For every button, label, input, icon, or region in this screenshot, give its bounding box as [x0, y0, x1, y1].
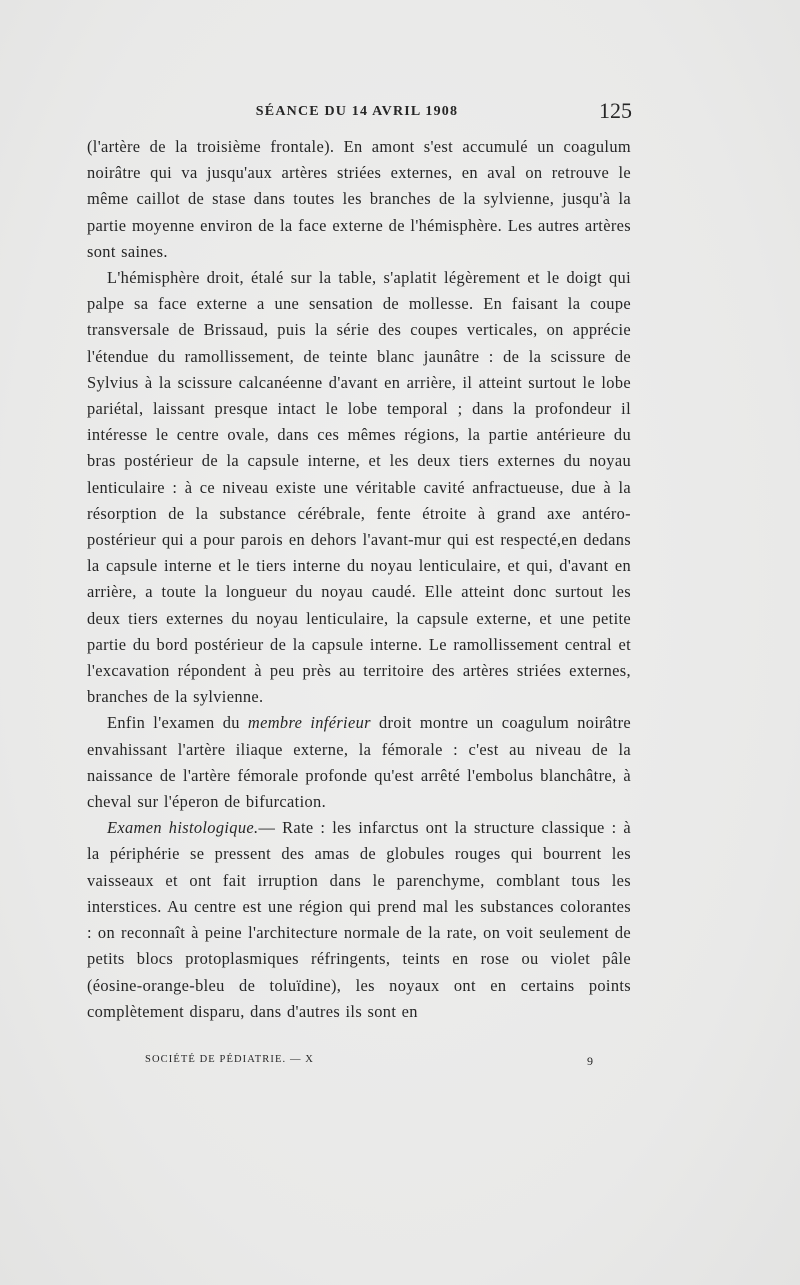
running-title: SÉANCE DU 14 AVRIL 1908 [255, 104, 459, 119]
paragraph-lower-limb [87, 710, 631, 815]
paragraph-right-hemisphere: L'hémisphère droit, étalé sur la table, s'aplatit légèrement et le doigt qui palpe sa face externe a une sensation de mollesse. En faisant la coupe transversale de Brissaud, puis la série des coupes verticales, on apprécie l'étendue du ramollissement, de teinte blanc jaunâtre : de la scissure de Sylvius à la scissure calcanéenne d'avant en arrière, il atteint surtout le lobe pariétal, laissant presque intact le lobe temporal ; dans la profondeur il intéresse le centre ovale, dans ces mêmes régions, la partie antérieure du bras postérieur de la capsule interne, et les deux tiers externes du noyau lenticulaire : à ce niveau existe une véritable cavité anfractueuse, due à la résorption de la substance cérébrale, fente étroite à grand axe antéro-postérieur qui a pour parois en dehors l'avant-mur qui est respecté,en dedans la capsule interne et le tiers interne du noyau lenticulaire, et qui, d'avant en arrière, a toute la longueur du noyau caudé. Elle atteint donc surtout les deux tiers externes du noyau lenticulaire, la capsule externe, et une petite partie du bord postérieur de la capsule interne. Le ramollissement central et l'excavation répondent à peu près au territoire des artères striées externes, branches de la sylvienne. [87, 268, 631, 707]
paragraph-histology-text: — Rate : les infarctus ont la structure classique : à la périphérie se pressent des amas de globules rouges qui bourrent les vaisseaux et ont fait irruption dans le parenchyme, comblant tous les interstices. Au centre est une région qui prend mal les substances colorantes : on reconnaît à peine l'architecture normale de la rate, on voit seulement de petits blocs protoplasmiques réfringents, teints en rose ou violet pâle (éosine-orange-bleu de toluïdine), les noyaux ont en certains points complètement disparu, dans d'autres ils sont en [87, 818, 631, 1021]
paragraph-lower-limb-rest: droit montre un coagulum noirâtre envahissant l'artère iliaque externe, la fémorale : c'est au niveau de la naissance de l'artère fémorale profonde qu'est arrêté l'embolus blanchâtre, à cheval sur l'éperon de bifurcation. [87, 713, 632, 812]
section-heading-histology: Examen histologique. [107, 818, 259, 838]
body-text [87, 134, 631, 1025]
running-head [84, 98, 630, 128]
paragraph-continuation: (l'artère de la troisième frontale). En amont s'est accumulé un coagulum noirâtre qui va jusqu'aux artères striées externes, en aval on retrouve le même caillot de stase dans toutes les branches de la sylvienne, jusqu'à la partie moyenne environ de la face externe de l'hémisphère. Les autres artères sont saines. [87, 137, 631, 261]
signature-line: SOCIÉTÉ DE PÉDIATRIE. — X [145, 1054, 314, 1065]
sheet-number: 9 [587, 1054, 593, 1068]
page-footer [120, 1054, 600, 1074]
paragraph-lower-limb-lead: Enfin l'examen du [107, 713, 248, 733]
paragraph-lower-limb-italic: membre inférieur [247, 713, 371, 733]
paragraph-histology [87, 815, 631, 1025]
page-number: 125 [599, 98, 632, 123]
